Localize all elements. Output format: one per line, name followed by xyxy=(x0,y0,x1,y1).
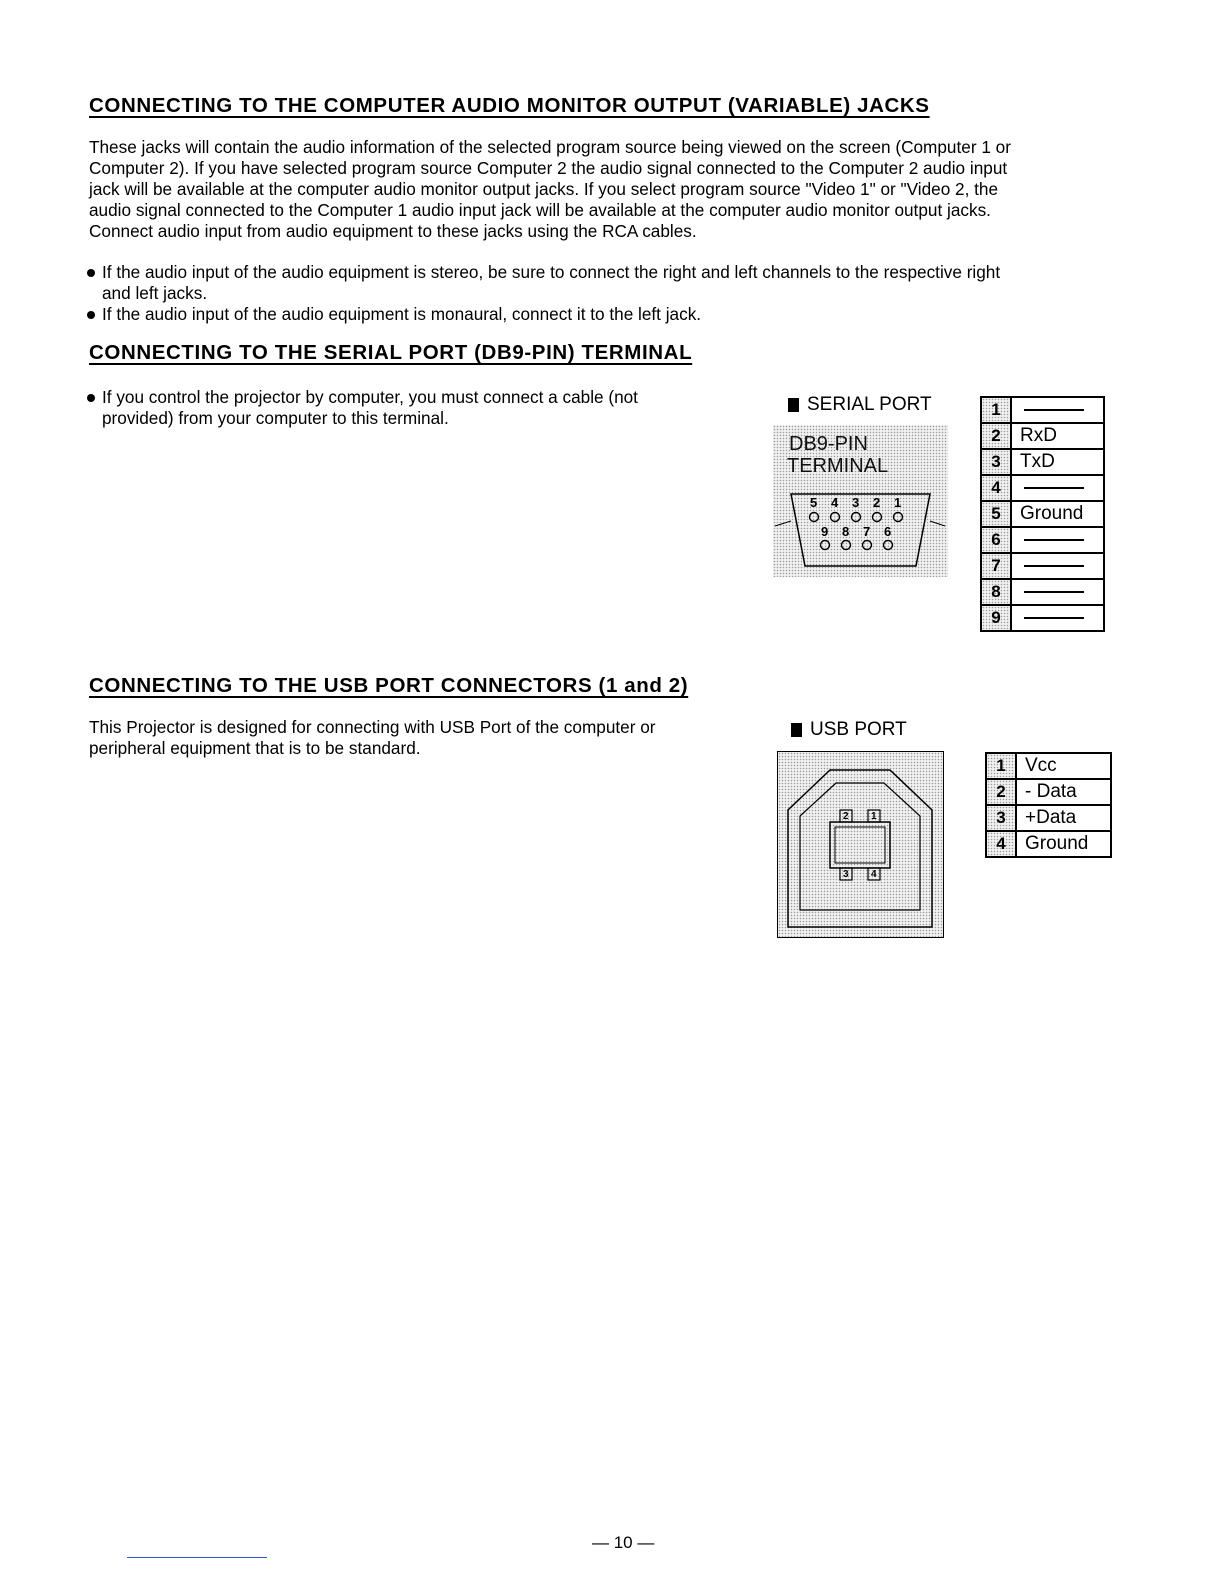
pin-signal-cell: Vcc xyxy=(1016,753,1111,779)
table-row xyxy=(981,449,1104,475)
table-row xyxy=(986,805,1111,831)
list-item xyxy=(87,387,638,429)
page-number: — 10 — xyxy=(592,1533,655,1552)
usb-connector-diagram xyxy=(777,751,944,938)
pin-number: 1 xyxy=(871,811,877,822)
usb-pin-numbers xyxy=(778,752,945,939)
pin-number-cell: 8 xyxy=(981,579,1011,605)
bullet-line: provided) from your computer to this terminal. xyxy=(102,408,449,428)
pin-number: 2 xyxy=(873,495,881,510)
serial-bullet-list xyxy=(87,387,638,429)
pin-number-cell: 1 xyxy=(981,397,1011,423)
square-bullet-icon xyxy=(788,398,799,412)
pin-signal-cell: RxD xyxy=(1011,423,1104,449)
pin-number: 9 xyxy=(821,524,829,539)
pin-number: 4 xyxy=(871,869,877,880)
db9-pin-numbers-top xyxy=(773,495,948,509)
pin-hole xyxy=(894,513,903,522)
paragraph-line: Connect audio input from audio equipment to these jacks using the RCA cables. xyxy=(89,221,697,241)
pin-number: 3 xyxy=(852,495,860,510)
pin-number-cell: 6 xyxy=(981,527,1011,553)
serial-section-heading: CONNECTING TO THE SERIAL PORT (DB9-PIN) TERMINAL xyxy=(89,341,693,364)
audio-paragraph xyxy=(89,137,1011,242)
paragraph-line: This Projector is designed for connecting with USB Port of the computer or xyxy=(89,717,656,737)
paragraph-line: Computer 2). If you have selected program source Computer 2 the audio signal connected to the Computer 2 audio input xyxy=(89,158,1008,178)
pin-hole xyxy=(831,513,840,522)
pin-hole xyxy=(863,541,872,550)
pin-hole xyxy=(873,513,882,522)
table-row xyxy=(981,423,1104,449)
bullet-line: If the audio input of the audio equipment is stereo, be sure to connect the right and left channels to the respective right xyxy=(102,262,1001,282)
pin-signal-cell: Ground xyxy=(1011,501,1104,527)
bullet-line: If you control the projector by computer, you must connect a cable (not xyxy=(102,387,638,407)
table-row xyxy=(981,527,1104,553)
pin-number-cell: 4 xyxy=(986,831,1016,857)
audio-section-heading: CONNECTING TO THE COMPUTER AUDIO MONITOR OUTPUT (VARIABLE) JACKS xyxy=(89,94,930,117)
pin-number: 8 xyxy=(842,524,850,539)
paragraph-line: jack will be available at the computer audio monitor output jacks. If you select program source "Video 1" or "Video 2, the xyxy=(89,179,999,199)
paragraph-line: These jacks will contain the audio information of the selected program source being viewed on the screen (Computer 1 or xyxy=(89,137,1011,157)
pin-number-cell: 4 xyxy=(981,475,1011,501)
table-row xyxy=(981,553,1104,579)
list-item xyxy=(87,304,1000,325)
pin-signal-cell xyxy=(1011,553,1104,579)
audio-bullet-list xyxy=(87,262,1000,325)
pin-hole xyxy=(810,513,819,522)
table-row xyxy=(981,501,1104,527)
serial-port-label xyxy=(788,394,932,416)
table-row xyxy=(986,831,1111,857)
usb-paragraph xyxy=(89,717,656,759)
pin-number: 7 xyxy=(863,524,871,539)
usb-pin-table xyxy=(985,752,1112,858)
pin-number-cell: 1 xyxy=(986,753,1016,779)
pin-signal-cell: TxD xyxy=(1011,449,1104,475)
no-connection-dash xyxy=(1024,539,1084,541)
pin-hole xyxy=(821,541,830,550)
paragraph-line: peripheral equipment that is to be standard. xyxy=(89,738,421,758)
pin-signal-cell xyxy=(1011,579,1104,605)
pin-hole xyxy=(884,541,893,550)
pin-signal-cell xyxy=(1011,605,1104,631)
serial-pin-table xyxy=(980,396,1105,632)
footer-rule xyxy=(127,1557,267,1558)
no-connection-dash xyxy=(1024,617,1084,619)
bullet-line: If the audio input of the audio equipment is monaural, connect it to the left jack. xyxy=(102,304,702,324)
pin-number: 2 xyxy=(843,811,849,822)
pin-number-cell: 2 xyxy=(981,423,1011,449)
pin-number: 3 xyxy=(843,869,849,880)
usb-section-heading: CONNECTING TO THE USB PORT CONNECTORS (1 and 2) xyxy=(89,674,689,697)
no-connection-dash xyxy=(1024,591,1084,593)
no-connection-dash xyxy=(1024,487,1084,489)
pin-number-cell: 7 xyxy=(981,553,1011,579)
table-row xyxy=(986,779,1111,805)
table-row xyxy=(981,579,1104,605)
pin-signal-cell xyxy=(1011,527,1104,553)
table-row xyxy=(986,753,1111,779)
pin-signal-cell xyxy=(1011,397,1104,423)
db9-pin-numbers-bottom xyxy=(773,524,948,538)
pin-signal-cell: Ground xyxy=(1016,831,1111,857)
pin-number: 5 xyxy=(810,495,818,510)
pin-number-cell: 9 xyxy=(981,605,1011,631)
db9-connector-diagram xyxy=(773,425,948,577)
pin-signal-cell: - Data xyxy=(1016,779,1111,805)
pin-number-cell: 3 xyxy=(986,805,1016,831)
square-bullet-icon xyxy=(791,723,802,737)
pin-number-cell: 2 xyxy=(986,779,1016,805)
connector-label-line: DB9-PIN xyxy=(789,433,868,455)
no-connection-dash xyxy=(1024,565,1084,567)
paragraph-line: audio signal connected to the Computer 1 audio input jack will be available at the computer audio monitor output jacks. xyxy=(89,200,991,220)
pin-number: 1 xyxy=(894,495,902,510)
pin-signal-cell xyxy=(1011,475,1104,501)
table-row xyxy=(981,475,1104,501)
serial-port-label-text: SERIAL PORT xyxy=(807,394,932,415)
pin-number: 6 xyxy=(884,524,892,539)
usb-port-label-text: USB PORT xyxy=(810,719,907,740)
table-row xyxy=(981,397,1104,423)
connector-label-line: TERMINAL xyxy=(787,455,889,477)
no-connection-dash xyxy=(1024,409,1084,411)
table-row xyxy=(981,605,1104,631)
usb-port-label xyxy=(791,719,907,741)
pin-number: 4 xyxy=(831,495,839,510)
pin-number-cell: 3 xyxy=(981,449,1011,475)
pin-number-cell: 5 xyxy=(981,501,1011,527)
pin-hole xyxy=(842,541,851,550)
bullet-line: and left jacks. xyxy=(102,283,208,303)
list-item xyxy=(87,262,1000,304)
pin-signal-cell: +Data xyxy=(1016,805,1111,831)
pin-hole xyxy=(852,513,861,522)
